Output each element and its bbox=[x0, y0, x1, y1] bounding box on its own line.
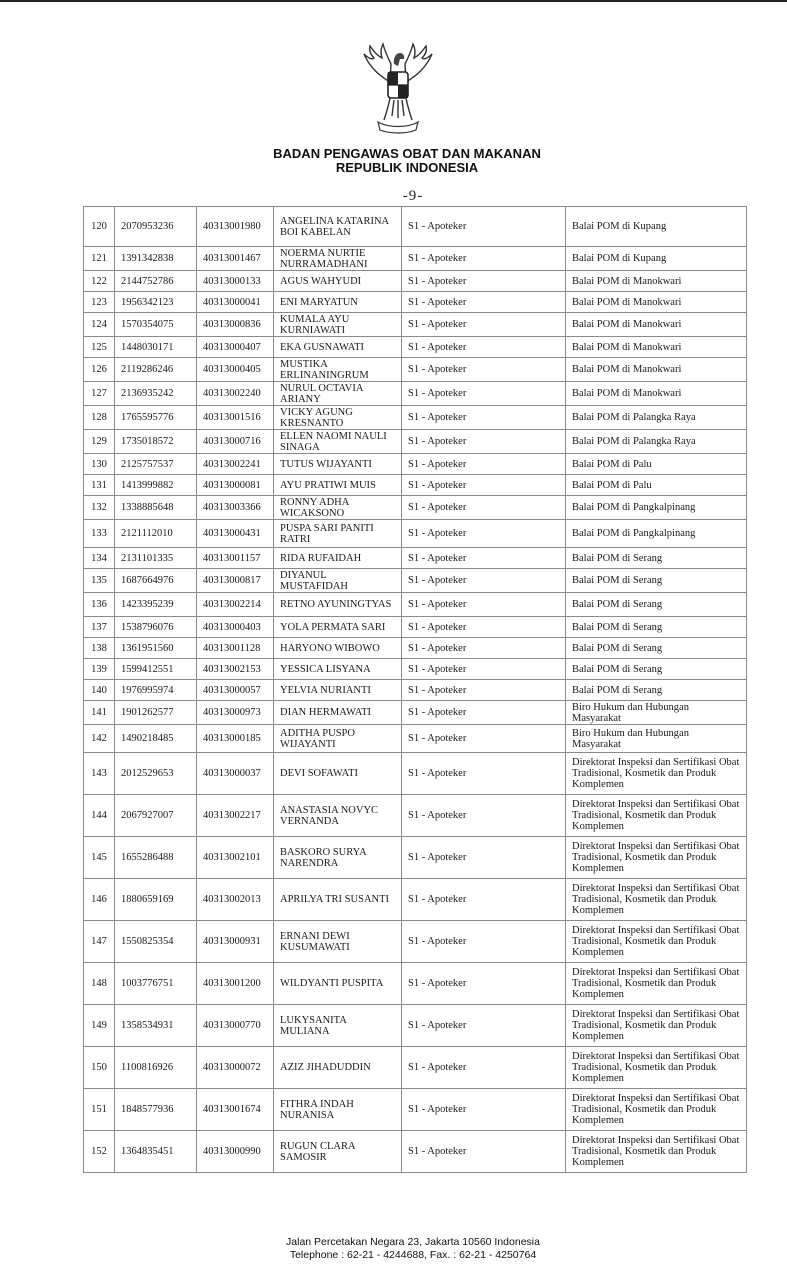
participant-name: YELVIA NURIANTI bbox=[274, 680, 402, 701]
position-title: S1 - Apoteker bbox=[402, 1089, 566, 1131]
participant-number: 40313003366 bbox=[197, 496, 274, 520]
work-unit: Balai POM di Palu bbox=[566, 454, 747, 475]
position-title: S1 - Apoteker bbox=[402, 1047, 566, 1089]
participant-name: ENI MARYATUN bbox=[274, 292, 402, 313]
registration-number: 1361951560 bbox=[115, 638, 197, 659]
table-row bbox=[84, 271, 747, 292]
participant-number: 40313000057 bbox=[197, 680, 274, 701]
position-title: S1 - Apoteker bbox=[402, 207, 566, 247]
row-number: 134 bbox=[84, 548, 115, 569]
work-unit: Direktorat Inspeksi dan Sertifikasi Obat Tradisional, Kosmetik dan Produk Komplemen bbox=[566, 795, 747, 837]
row-number: 125 bbox=[84, 337, 115, 358]
work-unit: Direktorat Inspeksi dan Sertifikasi Obat Tradisional, Kosmetik dan Produk Komplemen bbox=[566, 1131, 747, 1173]
table-row bbox=[84, 313, 747, 337]
table-row bbox=[84, 921, 747, 963]
position-title: S1 - Apoteker bbox=[402, 475, 566, 496]
participant-number: 40313001128 bbox=[197, 638, 274, 659]
registration-number: 1423395239 bbox=[115, 593, 197, 617]
row-number: 136 bbox=[84, 593, 115, 617]
participant-name: NOERMA NURTIE NURRAMADHANI bbox=[274, 247, 402, 271]
participant-number: 40313000931 bbox=[197, 921, 274, 963]
row-number: 127 bbox=[84, 382, 115, 406]
work-unit: Direktorat Inspeksi dan Sertifikasi Obat Tradisional, Kosmetik dan Produk Komplemen bbox=[566, 837, 747, 879]
table-row bbox=[84, 496, 747, 520]
work-unit: Balai POM di Palangka Raya bbox=[566, 430, 747, 454]
position-title: S1 - Apoteker bbox=[402, 496, 566, 520]
participant-name: NURUL OCTAVIA ARIANY bbox=[274, 382, 402, 406]
registration-number: 1655286488 bbox=[115, 837, 197, 879]
row-number: 148 bbox=[84, 963, 115, 1005]
table-body bbox=[84, 207, 747, 1173]
row-number: 150 bbox=[84, 1047, 115, 1089]
participant-number: 40313002101 bbox=[197, 837, 274, 879]
table-row bbox=[84, 963, 747, 1005]
row-number: 146 bbox=[84, 879, 115, 921]
position-title: S1 - Apoteker bbox=[402, 701, 566, 725]
registration-number: 1976995974 bbox=[115, 680, 197, 701]
registration-number: 1490218485 bbox=[115, 725, 197, 753]
participant-name: RIDA RUFAIDAH bbox=[274, 548, 402, 569]
participant-name: APRILYA TRI SUSANTI bbox=[274, 879, 402, 921]
work-unit: Balai POM di Kupang bbox=[566, 247, 747, 271]
agency-line-2: REPUBLIK INDONESIA bbox=[335, 160, 479, 175]
participant-number: 40313000407 bbox=[197, 337, 274, 358]
participant-name: LUKYSANITA MULIANA bbox=[274, 1005, 402, 1047]
participant-name: PUSPA SARI PANITI RATRI bbox=[274, 520, 402, 548]
participant-number: 40313000403 bbox=[197, 617, 274, 638]
table-row bbox=[84, 292, 747, 313]
registration-number: 1413999882 bbox=[115, 475, 197, 496]
work-unit: Biro Hukum dan Hubungan Masyarakat bbox=[566, 725, 747, 753]
position-title: S1 - Apoteker bbox=[402, 569, 566, 593]
position-title: S1 - Apoteker bbox=[402, 753, 566, 795]
garuda-emblem-icon bbox=[360, 42, 436, 138]
position-title: S1 - Apoteker bbox=[402, 725, 566, 753]
participant-number: 40313000037 bbox=[197, 753, 274, 795]
row-number: 142 bbox=[84, 725, 115, 753]
table-row bbox=[84, 1005, 747, 1047]
participant-name: ANGELINA KATARINA BOI KABELAN bbox=[274, 207, 402, 247]
participant-name: RUGUN CLARA SAMOSIR bbox=[274, 1131, 402, 1173]
participant-number: 40313002013 bbox=[197, 879, 274, 921]
row-number: 130 bbox=[84, 454, 115, 475]
participant-name: BASKORO SURYA NARENDRA bbox=[274, 837, 402, 879]
position-title: S1 - Apoteker bbox=[402, 358, 566, 382]
participant-number: 40313000973 bbox=[197, 701, 274, 725]
participant-name: WILDYANTI PUSPITA bbox=[274, 963, 402, 1005]
participant-name: AZIZ JIHADUDDIN bbox=[274, 1047, 402, 1089]
participant-name: YESSICA LISYANA bbox=[274, 659, 402, 680]
participant-name: EKA GUSNAWATI bbox=[274, 337, 402, 358]
position-title: S1 - Apoteker bbox=[402, 795, 566, 837]
top-rule bbox=[0, 0, 787, 2]
participant-name: ADITHA PUSPO WIJAYANTI bbox=[274, 725, 402, 753]
work-unit: Balai POM di Serang bbox=[566, 548, 747, 569]
row-number: 144 bbox=[84, 795, 115, 837]
table-row bbox=[84, 430, 747, 454]
table-row bbox=[84, 725, 747, 753]
participant-name: KUMALA AYU KURNIAWATI bbox=[274, 313, 402, 337]
participant-number: 40313000041 bbox=[197, 292, 274, 313]
position-title: S1 - Apoteker bbox=[402, 617, 566, 638]
row-number: 149 bbox=[84, 1005, 115, 1047]
participant-name: VICKY AGUNG KRESNANTO bbox=[274, 406, 402, 430]
registration-number: 1538796076 bbox=[115, 617, 197, 638]
row-number: 151 bbox=[84, 1089, 115, 1131]
registration-number: 1358534931 bbox=[115, 1005, 197, 1047]
work-unit: Balai POM di Manokwari bbox=[566, 313, 747, 337]
participant-number: 40313000072 bbox=[197, 1047, 274, 1089]
row-number: 140 bbox=[84, 680, 115, 701]
row-number: 147 bbox=[84, 921, 115, 963]
table-row bbox=[84, 593, 747, 617]
row-number: 128 bbox=[84, 406, 115, 430]
table-row bbox=[84, 680, 747, 701]
participant-number: 40313000817 bbox=[197, 569, 274, 593]
participant-number: 40313000431 bbox=[197, 520, 274, 548]
registration-number: 1901262577 bbox=[115, 701, 197, 725]
participant-number: 40313000405 bbox=[197, 358, 274, 382]
participant-name: HARYONO WIBOWO bbox=[274, 638, 402, 659]
work-unit: Balai POM di Palu bbox=[566, 475, 747, 496]
registration-number: 2067927007 bbox=[115, 795, 197, 837]
registration-number: 1570354075 bbox=[115, 313, 197, 337]
table-row bbox=[84, 1047, 747, 1089]
position-title: S1 - Apoteker bbox=[402, 879, 566, 921]
registration-number: 1338885648 bbox=[115, 496, 197, 520]
position-title: S1 - Apoteker bbox=[402, 837, 566, 879]
participant-number: 40313001200 bbox=[197, 963, 274, 1005]
registration-number: 1687664976 bbox=[115, 569, 197, 593]
registration-number: 2144752786 bbox=[115, 271, 197, 292]
registration-number: 2136935242 bbox=[115, 382, 197, 406]
work-unit: Balai POM di Palangka Raya bbox=[566, 406, 747, 430]
table-row bbox=[84, 1089, 747, 1131]
work-unit: Balai POM di Serang bbox=[566, 680, 747, 701]
work-unit: Balai POM di Pangkalpinang bbox=[566, 520, 747, 548]
work-unit: Balai POM di Manokwari bbox=[566, 382, 747, 406]
participant-name: AGUS WAHYUDI bbox=[274, 271, 402, 292]
work-unit: Direktorat Inspeksi dan Sertifikasi Obat Tradisional, Kosmetik dan Produk Komplemen bbox=[566, 879, 747, 921]
table-row bbox=[84, 617, 747, 638]
table-row bbox=[84, 382, 747, 406]
participant-name: AYU PRATIWI MUIS bbox=[274, 475, 402, 496]
participant-name: ANASTASIA NOVYC VERNANDA bbox=[274, 795, 402, 837]
work-unit: Balai POM di Serang bbox=[566, 659, 747, 680]
participant-number: 40313000133 bbox=[197, 271, 274, 292]
position-title: S1 - Apoteker bbox=[402, 271, 566, 292]
table-row bbox=[84, 520, 747, 548]
work-unit: Direktorat Inspeksi dan Sertifikasi Obat Tradisional, Kosmetik dan Produk Komplemen bbox=[566, 921, 747, 963]
participant-table bbox=[83, 206, 747, 1173]
participant-number: 40313001674 bbox=[197, 1089, 274, 1131]
participant-name: MUSTIKA ERLINANINGRUM bbox=[274, 358, 402, 382]
participant-number: 40313000716 bbox=[197, 430, 274, 454]
row-number: 143 bbox=[84, 753, 115, 795]
row-number: 138 bbox=[84, 638, 115, 659]
table-row bbox=[84, 795, 747, 837]
row-number: 124 bbox=[84, 313, 115, 337]
registration-number: 1550825354 bbox=[115, 921, 197, 963]
row-number: 132 bbox=[84, 496, 115, 520]
registration-number: 1448030171 bbox=[115, 337, 197, 358]
table-row bbox=[84, 659, 747, 680]
registration-number: 2070953236 bbox=[115, 207, 197, 247]
position-title: S1 - Apoteker bbox=[402, 1005, 566, 1047]
registration-number: 1848577936 bbox=[115, 1089, 197, 1131]
participant-number: 40313002217 bbox=[197, 795, 274, 837]
participant-number: 40313002153 bbox=[197, 659, 274, 680]
work-unit: Balai POM di Manokwari bbox=[566, 271, 747, 292]
work-unit: Biro Hukum dan Hubungan Masyarakat bbox=[566, 701, 747, 725]
work-unit: Direktorat Inspeksi dan Sertifikasi Obat Tradisional, Kosmetik dan Produk Komplemen bbox=[566, 963, 747, 1005]
table-row bbox=[84, 753, 747, 795]
row-number: 135 bbox=[84, 569, 115, 593]
row-number: 141 bbox=[84, 701, 115, 725]
participant-name: ERNANI DEWI KUSUMAWATI bbox=[274, 921, 402, 963]
table-row bbox=[84, 701, 747, 725]
footer-address: Jalan Percetakan Negara 23, Jakarta 10560 Indonesia bbox=[286, 1236, 540, 1248]
registration-number: 1364835451 bbox=[115, 1131, 197, 1173]
position-title: S1 - Apoteker bbox=[402, 454, 566, 475]
footer-contact: Telephone : 62-21 - 4244688, Fax. : 62-21 - 4250764 bbox=[289, 1248, 537, 1261]
table-row bbox=[84, 454, 747, 475]
registration-number: 2121112010 bbox=[115, 520, 197, 548]
row-number: 120 bbox=[84, 207, 115, 247]
table-row bbox=[84, 548, 747, 569]
table-row bbox=[84, 837, 747, 879]
registration-number: 2125757537 bbox=[115, 454, 197, 475]
participant-number: 40313001157 bbox=[197, 548, 274, 569]
registration-number: 1735018572 bbox=[115, 430, 197, 454]
participant-number: 40313000185 bbox=[197, 725, 274, 753]
participant-name: RETNO AYUNINGTYAS bbox=[274, 593, 402, 617]
position-title: S1 - Apoteker bbox=[402, 430, 566, 454]
registration-number: 1765595776 bbox=[115, 406, 197, 430]
work-unit: Balai POM di Serang bbox=[566, 593, 747, 617]
table-row bbox=[84, 879, 747, 921]
participant-name: DIAN HERMAWATI bbox=[274, 701, 402, 725]
participant-number: 40313002241 bbox=[197, 454, 274, 475]
work-unit: Balai POM di Serang bbox=[566, 617, 747, 638]
registration-number: 1880659169 bbox=[115, 879, 197, 921]
position-title: S1 - Apoteker bbox=[402, 680, 566, 701]
work-unit: Balai POM di Manokwari bbox=[566, 337, 747, 358]
row-number: 129 bbox=[84, 430, 115, 454]
table-row bbox=[84, 638, 747, 659]
position-title: S1 - Apoteker bbox=[402, 313, 566, 337]
position-title: S1 - Apoteker bbox=[402, 406, 566, 430]
participant-number: 40313001980 bbox=[197, 207, 274, 247]
row-number: 121 bbox=[84, 247, 115, 271]
row-number: 145 bbox=[84, 837, 115, 879]
table-row bbox=[84, 406, 747, 430]
work-unit: Balai POM di Serang bbox=[566, 638, 747, 659]
participant-name: YOLA PERMATA SARI bbox=[274, 617, 402, 638]
row-number: 152 bbox=[84, 1131, 115, 1173]
position-title: S1 - Apoteker bbox=[402, 921, 566, 963]
participant-number: 40313000990 bbox=[197, 1131, 274, 1173]
table-row bbox=[84, 358, 747, 382]
work-unit: Direktorat Inspeksi dan Sertifikasi Obat Tradisional, Kosmetik dan Produk Komplemen bbox=[566, 1005, 747, 1047]
participant-name: DIYANUL MUSTAFIDAH bbox=[274, 569, 402, 593]
table-row bbox=[84, 1131, 747, 1173]
participant-name: TUTUS WIJAYANTI bbox=[274, 454, 402, 475]
participant-name: FITHRA INDAH NURANISA bbox=[274, 1089, 402, 1131]
row-number: 137 bbox=[84, 617, 115, 638]
table-row bbox=[84, 207, 747, 247]
row-number: 123 bbox=[84, 292, 115, 313]
work-unit: Balai POM di Pangkalpinang bbox=[566, 496, 747, 520]
row-number: 139 bbox=[84, 659, 115, 680]
position-title: S1 - Apoteker bbox=[402, 659, 566, 680]
work-unit: Balai POM di Kupang bbox=[566, 207, 747, 247]
participant-number: 40313000770 bbox=[197, 1005, 274, 1047]
position-title: S1 - Apoteker bbox=[402, 520, 566, 548]
registration-number: 2131101335 bbox=[115, 548, 197, 569]
work-unit: Balai POM di Manokwari bbox=[566, 358, 747, 382]
position-title: S1 - Apoteker bbox=[402, 292, 566, 313]
registration-number: 2012529653 bbox=[115, 753, 197, 795]
work-unit: Direktorat Inspeksi dan Sertifikasi Obat Tradisional, Kosmetik dan Produk Komplemen bbox=[566, 1089, 747, 1131]
work-unit: Balai POM di Manokwari bbox=[566, 292, 747, 313]
table-row bbox=[84, 247, 747, 271]
work-unit: Balai POM di Serang bbox=[566, 569, 747, 593]
footer bbox=[0, 1236, 787, 1261]
table-row bbox=[84, 569, 747, 593]
registration-number: 1100816926 bbox=[115, 1047, 197, 1089]
page-number: -9- bbox=[402, 188, 424, 204]
participant-number: 40313001516 bbox=[197, 406, 274, 430]
position-title: S1 - Apoteker bbox=[402, 382, 566, 406]
agency-line-1: BADAN PENGAWAS OBAT DAN MAKANAN bbox=[273, 146, 541, 161]
participant-number: 40313002214 bbox=[197, 593, 274, 617]
registration-number: 1956342123 bbox=[115, 292, 197, 313]
row-number: 131 bbox=[84, 475, 115, 496]
participant-number: 40313002240 bbox=[197, 382, 274, 406]
registration-number: 1391342838 bbox=[115, 247, 197, 271]
registration-number: 1003776751 bbox=[115, 963, 197, 1005]
table-row bbox=[84, 475, 747, 496]
participant-name: DEVI SOFAWATI bbox=[274, 753, 402, 795]
position-title: S1 - Apoteker bbox=[402, 548, 566, 569]
row-number: 122 bbox=[84, 271, 115, 292]
position-title: S1 - Apoteker bbox=[402, 963, 566, 1005]
participant-number: 40313001467 bbox=[197, 247, 274, 271]
participant-name: ELLEN NAOMI NAULI SINAGA bbox=[274, 430, 402, 454]
participant-name: RONNY ADHA WICAKSONO bbox=[274, 496, 402, 520]
position-title: S1 - Apoteker bbox=[402, 337, 566, 358]
position-title: S1 - Apoteker bbox=[402, 638, 566, 659]
participant-number: 40313000081 bbox=[197, 475, 274, 496]
participant-number: 40313000836 bbox=[197, 313, 274, 337]
position-title: S1 - Apoteker bbox=[402, 593, 566, 617]
agency-name bbox=[0, 147, 787, 175]
position-title: S1 - Apoteker bbox=[402, 247, 566, 271]
work-unit: Direktorat Inspeksi dan Sertifikasi Obat Tradisional, Kosmetik dan Produk Komplemen bbox=[566, 753, 747, 795]
row-number: 133 bbox=[84, 520, 115, 548]
table-row bbox=[84, 337, 747, 358]
work-unit: Direktorat Inspeksi dan Sertifikasi Obat Tradisional, Kosmetik dan Produk Komplemen bbox=[566, 1047, 747, 1089]
row-number: 126 bbox=[84, 358, 115, 382]
registration-number: 1599412551 bbox=[115, 659, 197, 680]
position-title: S1 - Apoteker bbox=[402, 1131, 566, 1173]
registration-number: 2119286246 bbox=[115, 358, 197, 382]
